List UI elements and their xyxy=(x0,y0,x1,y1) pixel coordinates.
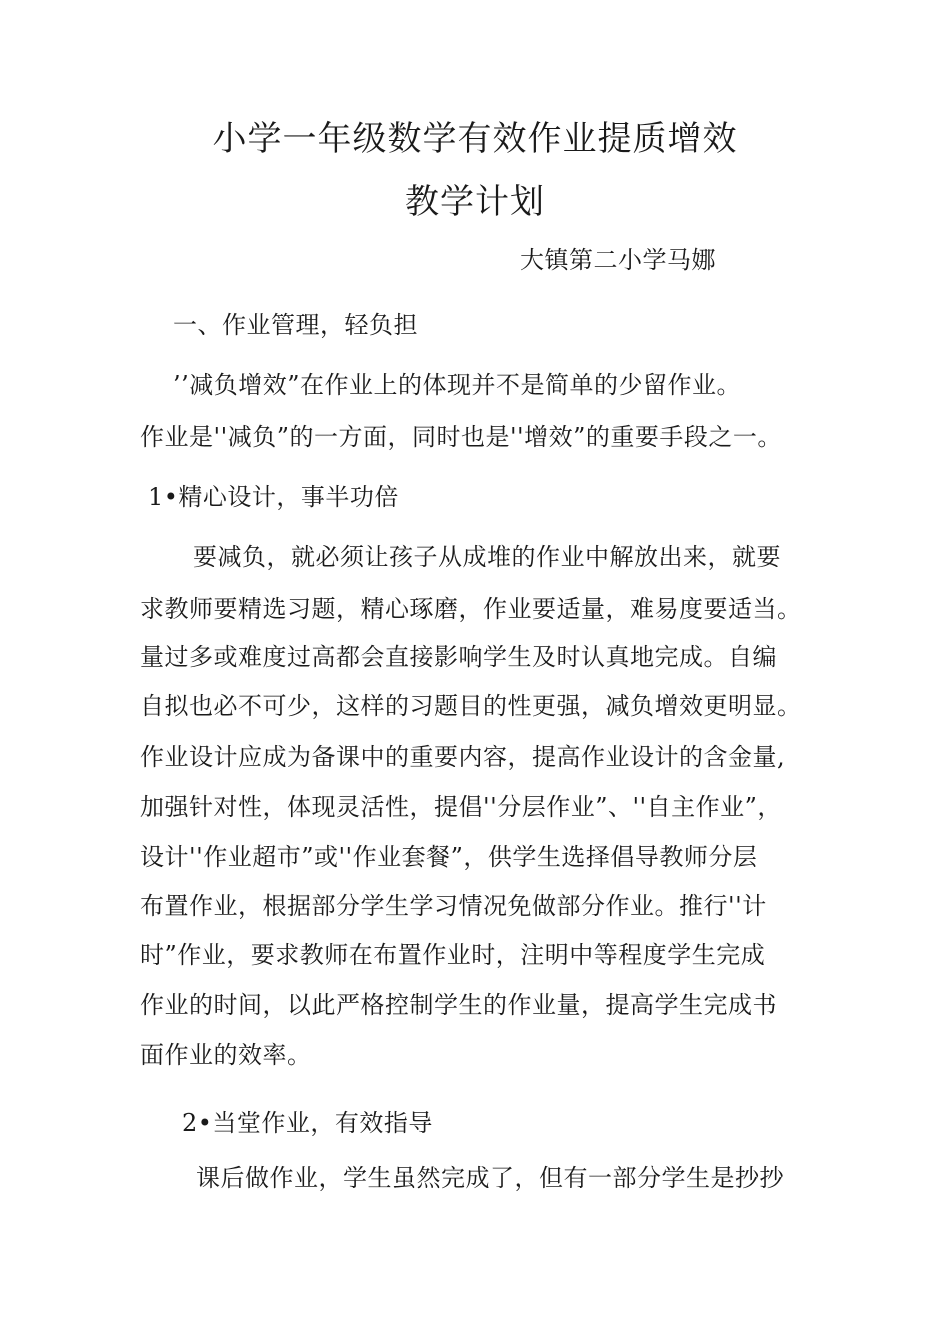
body-text-line: 加强针对性，体现灵活性，提倡''分层作业”、''自主作业”， xyxy=(140,793,782,821)
body-text-line: 求教师要精选习题，精心琢磨，作业要适量，难易度要适当。 xyxy=(140,595,802,623)
author-line: 大镇第二小学马娜 xyxy=(520,246,716,274)
document-title-line-2: 教学计划 xyxy=(405,182,545,222)
body-text-line: 自拟也必不可少，这样的习题目的性更强，减负增效更明显。 xyxy=(140,692,802,720)
subsection-1-heading: 1•精心设计，事半功倍 xyxy=(148,483,399,511)
body-text-line: 时”作业，要求教师在布置作业时，注明中等程度学生完成 xyxy=(140,941,766,969)
document-title-line-1: 小学一年级数学有效作业提质增效 xyxy=(212,119,738,159)
body-text-line: 作业设计应成为备课中的重要内容，提高作业设计的含金量, xyxy=(140,743,786,771)
body-text-line: 课后做作业，学生虽然完成了，但有一部分学生是抄抄 xyxy=(196,1164,784,1192)
body-text-line: 面作业的效率。 xyxy=(140,1041,312,1069)
body-text-line: 设计''作业超市”或''作业套餐”，供学生选择倡导教师分层 xyxy=(140,843,758,871)
intro-line: 作业是''减负”的一方面，同时也是''增效”的重要手段之一。 xyxy=(140,423,782,451)
body-text-line: 要减负，就必须让孩子从成堆的作业中解放出来，就要 xyxy=(193,543,781,571)
body-text-line: 布置作业，根据部分学生学习情况免做部分作业。推行''计 xyxy=(140,892,767,920)
body-text-line: 量过多或难度过高都会直接影响学生及时认真地完成。自编 xyxy=(140,643,777,671)
body-text-line: 作业的时间，以此严格控制学生的作业量，提高学生完成书 xyxy=(140,991,777,1019)
section-1-heading: 一、作业管理，轻负担 xyxy=(173,311,418,339)
subsection-2-heading: 2•当堂作业，有效指导 xyxy=(182,1109,433,1137)
intro-line: ’’减负增效”在作业上的体现并不是简单的少留作业。 xyxy=(173,371,742,399)
